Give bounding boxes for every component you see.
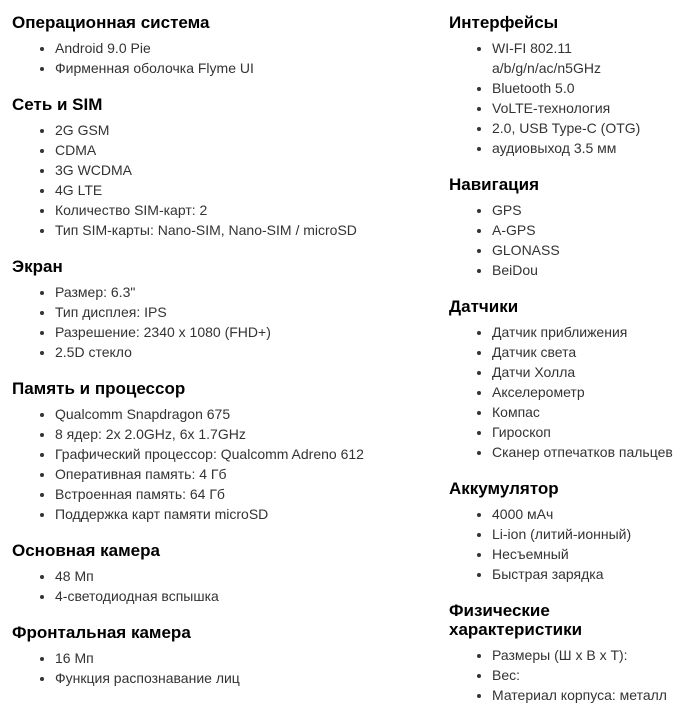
section-title: Навигация [449, 175, 539, 194]
spec-item: • Android 9.0 Pie [55, 38, 449, 58]
spec-list [12, 282, 449, 362]
spec-item: • Сканер отпечатков пальцев [492, 442, 684, 462]
spec-list [449, 38, 684, 158]
spec-list [12, 648, 449, 688]
spec-section [12, 257, 449, 362]
spec-item: • 2.0, USB Type-C (OTG) [492, 118, 684, 138]
spec-item: • Li-ion (литий-ионный) [492, 524, 684, 544]
spec-item: • 4G LTE [55, 180, 449, 200]
spec-section [449, 297, 684, 462]
spec-section [449, 13, 684, 158]
spec-column-left [12, 13, 449, 705]
spec-item: • VoLTE-технология [492, 98, 684, 118]
spec-item: • 3G WCDMA [55, 160, 449, 180]
spec-item: • Датчик приближения [492, 322, 684, 342]
spec-item: • GPS [492, 200, 684, 220]
spec-item: • аудиовыход 3.5 мм [492, 138, 684, 158]
spec-item: • Несъемный [492, 544, 684, 564]
section-title: Аккумулятор [449, 479, 559, 498]
spec-item: • Qualcomm Snapdragon 675 [55, 404, 449, 424]
spec-item: • Фирменная оболочка Flyme UI [55, 58, 449, 78]
spec-item: • Вес: [492, 665, 684, 685]
spec-list [12, 120, 449, 240]
spec-item: • Акселерометр [492, 382, 684, 402]
spec-section [449, 479, 684, 584]
spec-section [12, 541, 449, 606]
spec-item: • Быстрая зарядка [492, 564, 684, 584]
spec-item: • Материал корпуса: металл [492, 685, 684, 705]
section-title: Основная камера [12, 541, 160, 560]
spec-item: • Гироскоп [492, 422, 684, 442]
section-title: Операционная система [12, 13, 210, 32]
spec-item: • Тип SIM-карты: Nano-SIM, Nano-SIM / microSD [55, 220, 449, 240]
spec-item: • 48 Мп [55, 566, 449, 586]
spec-list [449, 322, 684, 462]
section-title: Фронтальная камера [12, 623, 191, 642]
spec-item: • CDMA [55, 140, 449, 160]
spec-list [12, 38, 449, 78]
spec-item: • 8 ядер: 2x 2.0GHz, 6x 1.7GHz [55, 424, 449, 444]
spec-item: • Компас [492, 402, 684, 422]
spec-list [449, 200, 684, 280]
spec-item: • 4-светодиодная вспышка [55, 586, 449, 606]
section-title: Интерфейсы [449, 13, 559, 32]
spec-list [449, 645, 684, 705]
spec-item: • GLONASS [492, 240, 684, 260]
spec-column-right [449, 13, 684, 722]
spec-item: • Тип дисплея: IPS [55, 302, 449, 322]
spec-item: • Графический процессор: Qualcomm Adreno 612 [55, 444, 449, 464]
section-title: Физические характеристики [449, 601, 583, 639]
spec-item: • WI-FI 802.11 a/b/g/n/ac/n5GHz [492, 38, 684, 78]
spec-item: • 2.5D стекло [55, 342, 449, 362]
spec-item: • 2G GSM [55, 120, 449, 140]
spec-list [12, 566, 449, 606]
spec-item: • 4000 мАч [492, 504, 684, 524]
spec-item: • Встроенная память: 64 Гб [55, 484, 449, 504]
spec-item: • Размеры (Ш x В x Т): [492, 645, 684, 665]
spec-section [12, 13, 449, 78]
section-title: Сеть и SIM [12, 95, 103, 114]
spec-item: • Поддержка карт памяти microSD [55, 504, 449, 524]
spec-item: • 16 Мп [55, 648, 449, 668]
spec-section [12, 95, 449, 240]
spec-item: • Размер: 6.3" [55, 282, 449, 302]
spec-item: • Датчи Холла [492, 362, 684, 382]
spec-item: • Датчик света [492, 342, 684, 362]
spec-item: • BeiDou [492, 260, 684, 280]
spec-item: • Функция распознавание лиц [55, 668, 449, 688]
spec-section [12, 623, 449, 688]
spec-section [449, 175, 684, 280]
spec-section [449, 601, 684, 705]
spec-item: • A-GPS [492, 220, 684, 240]
spec-item: • Разрешение: 2340 x 1080 (FHD+) [55, 322, 449, 342]
spec-list [12, 404, 449, 524]
section-title: Экран [12, 257, 63, 276]
spec-item: • Количество SIM-карт: 2 [55, 200, 449, 220]
section-title: Память и процессор [12, 379, 186, 398]
spec-section [12, 379, 449, 524]
section-title: Датчики [449, 297, 519, 316]
spec-item: • Bluetooth 5.0 [492, 78, 684, 98]
spec-list [449, 504, 684, 584]
spec-item: • Оперативная память: 4 Гб [55, 464, 449, 484]
